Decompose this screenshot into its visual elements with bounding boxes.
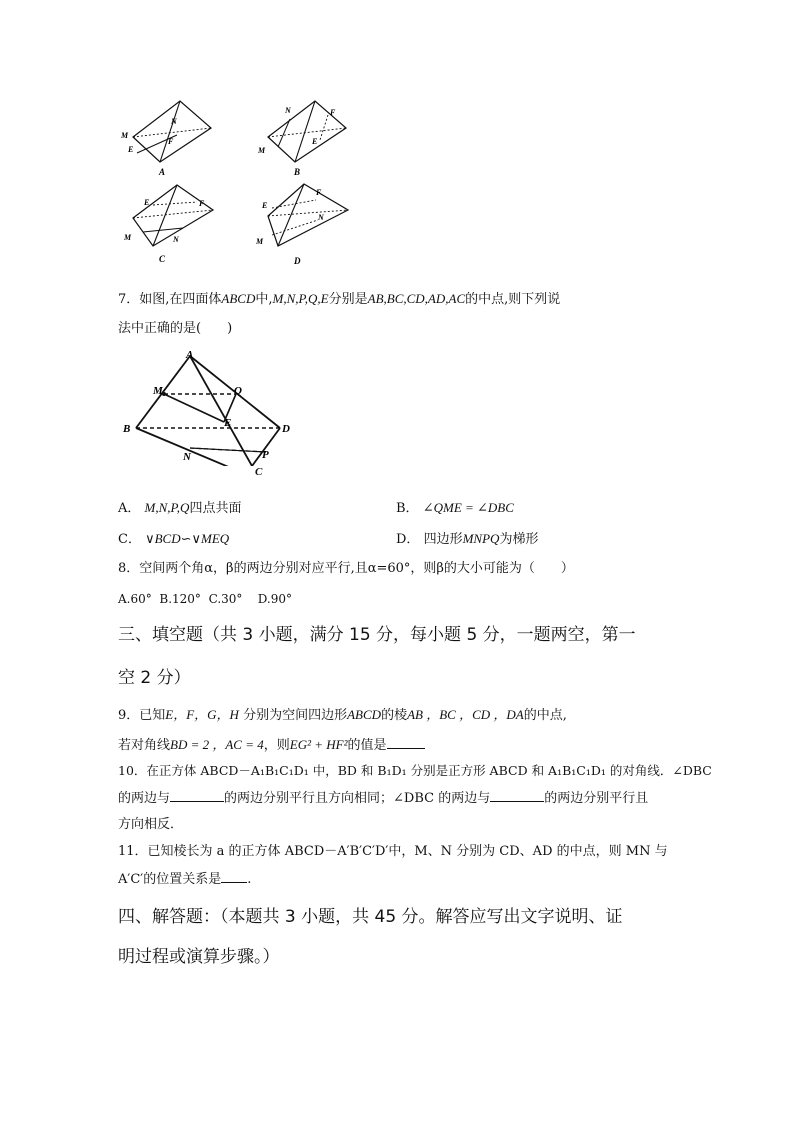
figure-c [115, 180, 225, 265]
q7-option-a [118, 497, 241, 516]
figure-d [250, 180, 360, 265]
label-m: M [256, 237, 264, 246]
q9-line1 [118, 706, 567, 725]
q11-text: . [247, 872, 252, 887]
q11-line2 [118, 870, 251, 889]
q9-math: EG² + HF² [289, 737, 348, 752]
q9-line2 [118, 736, 425, 755]
q7-option-b [396, 497, 514, 516]
q7-option-d [396, 528, 538, 547]
option-letter: A． [118, 501, 141, 516]
option-letter: C． [118, 532, 141, 547]
label-a: A [186, 349, 194, 361]
q9-math: E，F，G，H [165, 707, 239, 722]
label-f: F [199, 199, 205, 208]
q10-line2 [118, 789, 648, 808]
q7-option-c [118, 528, 229, 547]
q9-math: BD = 2 ，AC = 4 [170, 737, 264, 752]
q7-text: 分别是 [328, 292, 368, 307]
label-e: E [262, 201, 268, 210]
q9-text: 9．已知 [118, 708, 166, 723]
option-letter: B． [396, 501, 419, 516]
q10-text: 的两边与 [118, 791, 171, 806]
label-c: C [255, 466, 263, 478]
q8-option-c: C.30° [208, 592, 243, 606]
label-m: M [258, 146, 266, 155]
option-math: MNPQ [462, 531, 500, 546]
q9-text: ，则 [263, 738, 290, 753]
section4-heading-line1: 四、解答题：（本题共 3 小题，共 45 分。解答应写出文字说明、证 [118, 907, 623, 927]
q8-option-b: B.120° [159, 592, 201, 606]
section3-heading-line2: 空 2 分） [118, 668, 191, 688]
q9-text: 的值是 [347, 738, 387, 753]
option-text: 为梯形 [499, 532, 539, 547]
q8-text: 8．空间两个角α，β的两边分别对应平行,且α=60°，则β的大小可能为（ ） [118, 561, 574, 576]
q9-math: ABCD [347, 707, 382, 722]
q8-option-d: D.90° [257, 592, 292, 606]
q7-line2: 法中正确的是( ) [118, 321, 233, 336]
option-math: M,N,P,Q [144, 500, 190, 515]
q9-text: 若对角线 [118, 738, 171, 753]
q11-line1: 11．已知棱长为 a 的正方体 ABCD－A′B′C′D′中，M、N 分别为 CD、AD 的中点，则 MN 与 [118, 844, 668, 859]
q10-text: 的两边分别平行且方向相同；∠DBC 的两边与 [224, 791, 491, 806]
option-text: 四边形 [423, 532, 463, 547]
label-n: N [183, 451, 191, 463]
label-f: F [168, 137, 174, 146]
q7-math: ABCD [221, 291, 256, 306]
label-b: B [123, 423, 131, 435]
q9-text: 的中点, [523, 708, 567, 723]
label-p: P [262, 449, 269, 461]
label-n: N [285, 106, 291, 115]
label-m: M [124, 233, 132, 242]
q8-options [118, 592, 292, 606]
label-n: N [173, 235, 179, 244]
caption-b: B [294, 167, 301, 177]
label-e: E [128, 145, 134, 154]
option-text: 四点共面 [189, 501, 242, 516]
answer-blank[interactable] [221, 870, 247, 883]
q7-text: 中, [255, 292, 273, 307]
label-m: M [121, 131, 129, 140]
label-e: E [312, 137, 318, 146]
q11-text: A′C′的位置关系是 [118, 872, 222, 887]
answer-blank[interactable] [170, 789, 224, 802]
q8-option-a: A.60° [118, 592, 152, 606]
q7-text: 7．如图,在四面体 [118, 292, 222, 307]
q9-text: 的棱 [381, 708, 408, 723]
answer-blank[interactable] [490, 789, 544, 802]
q7-math: M,N,P,Q,E [272, 291, 329, 306]
q7-text: 的中点,则下列说 [465, 292, 561, 307]
section3-heading-line1: 三、填空题（共 3 小题，满分 15 分，每小题 5 分，一题两空，第一 [118, 625, 636, 645]
option-math: ∠QME = ∠DBC [422, 500, 514, 515]
caption-c: C [159, 254, 166, 264]
q10-line1: 10．在正方体 ABCD－A₁B₁C₁D₁ 中，BD 和 B₁D₁ 分别是正方形 ABCD 和 A₁B₁C₁D₁ 的对角线．∠DBC [118, 763, 712, 778]
q10-text: 的两边分别平行且 [544, 791, 649, 806]
label-n: N [318, 213, 324, 222]
q10-line3: 方向相反． [118, 817, 184, 832]
label-d: D [282, 423, 290, 435]
label-f: F [316, 188, 322, 197]
q7-line1 [118, 290, 560, 309]
q7-math: AB,BC,CD,AD,AC [367, 291, 466, 306]
caption-a: A [159, 167, 166, 177]
label-e: E [224, 417, 232, 429]
label-f: F [330, 108, 336, 117]
figure-a [115, 95, 225, 180]
option-math: ∨BCD∽∨MEQ [145, 531, 230, 546]
answer-blank[interactable] [387, 736, 425, 749]
q9-text: 分别为空间四边形 [243, 708, 348, 723]
label-e: E [144, 198, 150, 207]
tetrahedron-figure [120, 348, 300, 466]
option-letter: D． [396, 532, 420, 547]
label-q: Q [234, 385, 242, 397]
section4-heading-line2: 明过程或演算步骤。） [118, 947, 280, 967]
label-m: M [153, 385, 163, 397]
q9-math: AB ，BC ，CD ，DA [407, 707, 524, 722]
label-n: N [171, 117, 177, 126]
caption-d: D [294, 256, 301, 265]
figure-b [250, 95, 360, 180]
